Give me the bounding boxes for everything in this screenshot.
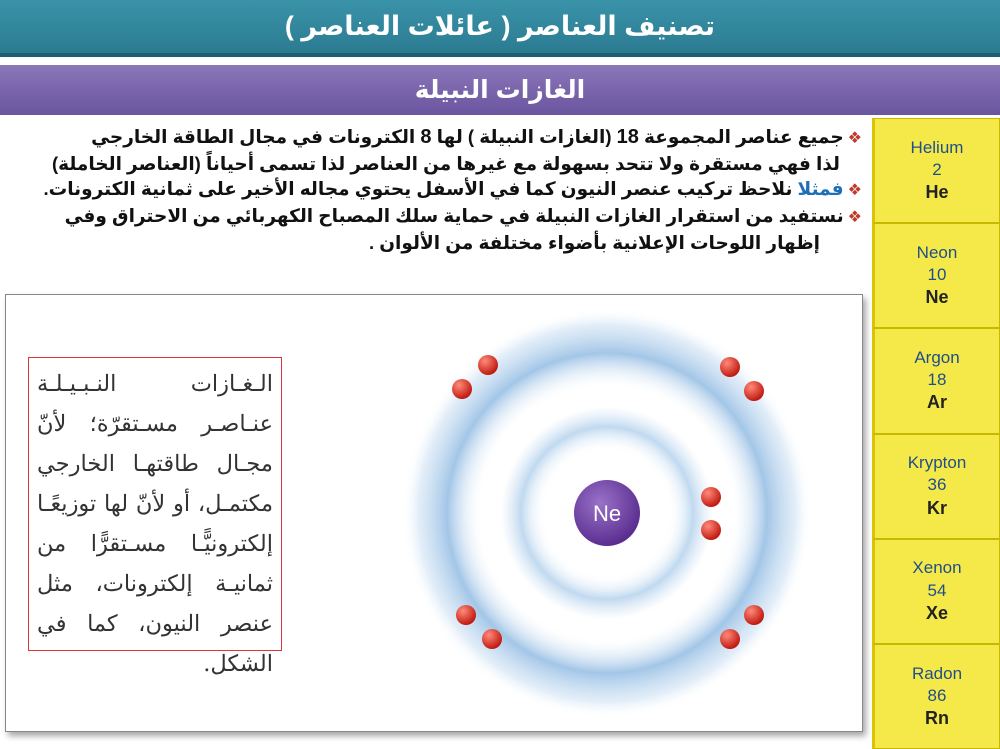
- element-number: 18: [927, 370, 947, 390]
- bullet-1-line-2: لذا فهي مستقرة ولا تتحد بسهولة مع غيرها من العناصر لذا تسمى أحياناً (العناصر الخاملة): [51, 153, 840, 174]
- element-number: 10: [927, 265, 947, 285]
- element-name: Krypton: [907, 453, 967, 473]
- electron: [452, 379, 472, 399]
- element-card-radon: [872, 644, 1000, 749]
- bullet-1-line-1: [0, 124, 862, 151]
- page-title: [0, 0, 1000, 57]
- electron: [701, 487, 721, 507]
- electron: [720, 629, 740, 649]
- highlight-word: فمثلا: [797, 178, 844, 199]
- electron: [482, 629, 502, 649]
- electron: [456, 605, 476, 625]
- section-title-text: الغازات النبيلة: [414, 76, 586, 104]
- electron: [720, 357, 740, 377]
- element-number: 86: [927, 685, 947, 705]
- electron: [701, 520, 721, 540]
- element-number: 36: [927, 475, 947, 495]
- element-name: Helium: [910, 137, 964, 157]
- bullet-3-line-1: [0, 203, 862, 230]
- diamond-bullet-icon: ❖: [847, 130, 862, 147]
- element-card-xenon: [872, 539, 1000, 644]
- electron: [744, 605, 764, 625]
- element-symbol: Ar: [926, 392, 947, 413]
- element-card-krypton: [872, 434, 1000, 539]
- element-symbol: Xe: [925, 602, 949, 623]
- diamond-bullet-icon: ❖: [847, 182, 862, 199]
- group-number: 18: [616, 126, 639, 148]
- element-name: Neon: [916, 242, 958, 262]
- noble-gas-quote: الـغـازات النـبـيـلـة عنـاصـر مسـتقرّة؛ لأنّ مجـال طاقتهـا الخارجي مكتمـل، أو لأنّ لها توزيعًـا إلكترونيًّـا مسـتقرًّا من ثمانيـة إلكترونات، مثل عنصر النيون، كما في الشكل.: [28, 357, 282, 651]
- element-symbol: Kr: [926, 497, 947, 518]
- page-title-text: تصنيف العناصر ( عائلات العناصر ): [284, 11, 716, 41]
- electron: [744, 381, 764, 401]
- electron-count: 8: [420, 126, 432, 148]
- element-symbol: Ne: [925, 287, 949, 308]
- element-name: Xenon: [912, 558, 962, 578]
- bullet-list: [0, 124, 868, 255]
- element-name: Radon: [911, 663, 963, 683]
- element-number: 54: [927, 580, 947, 600]
- diamond-bullet-icon: ❖: [847, 209, 862, 226]
- bullet-text: جميع عناصر المجموعة: [638, 126, 844, 147]
- bullet-3-line-2: إظهار اللوحات الإعلانية بأضواء مختلفة من الألوان .: [368, 232, 820, 253]
- bullet-text: نستفيد من استقرار الغازات النبيلة في حماية سلك المصباح الكهربائي من الاحتراق وفي: [64, 205, 844, 226]
- element-name: Argon: [914, 348, 960, 368]
- element-card-argon: [872, 328, 1000, 433]
- bullet-text: الكترونات في مجال الطاقة الخارجي: [91, 126, 421, 147]
- electron: [478, 355, 498, 375]
- bullet-2: [0, 176, 862, 203]
- element-number: 2: [932, 159, 942, 179]
- neon-atom-diagram: [6, 295, 864, 733]
- section-title: [0, 65, 1000, 115]
- neon-figure: [5, 294, 863, 732]
- bullet-text: (الغازات النبيلة ) لها: [431, 126, 617, 147]
- noble-gas-column: [872, 118, 1000, 749]
- bullet-text: نلاحظ تركيب عنصر النيون كما في الأسفل يحتوي مجاله الأخير على ثمانية الكترونات.: [43, 178, 798, 199]
- element-card-neon: [872, 223, 1000, 328]
- element-card-helium: [872, 118, 1000, 223]
- nucleus-symbol: Ne: [592, 501, 622, 526]
- element-symbol: He: [925, 181, 949, 202]
- element-symbol: Rn: [925, 707, 949, 728]
